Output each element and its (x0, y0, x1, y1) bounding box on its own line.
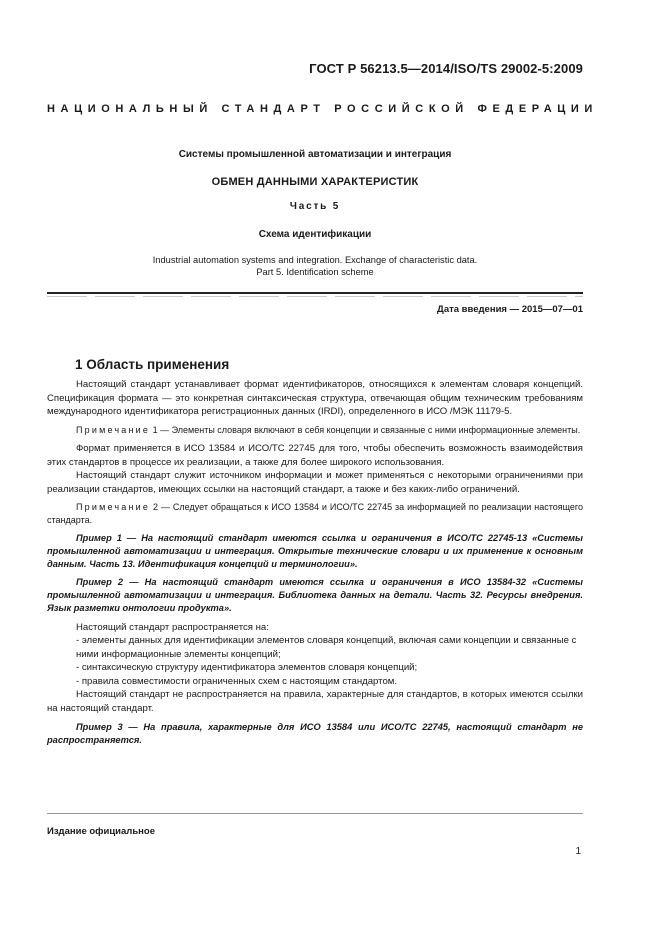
title-series: Системы промышленной автоматизации и интеграция (178, 149, 452, 160)
example-3: Пример 3 — На правила, характерные для ИСО 13584 или ИСО/ТС 22745, настоящий стандарт не распространяется. (47, 722, 583, 746)
section-heading: 1 Область применения (75, 357, 230, 372)
english-title-line2: Part 5. Identification scheme (256, 267, 374, 277)
note-1 (47, 424, 583, 437)
standard-code: ГОСТ Р 56213.5—2014/ISO/TS 29002-5:2009 (309, 61, 583, 76)
title-part: Часть 5 (289, 201, 341, 212)
edition-label: Издание официальное (47, 826, 155, 837)
english-title (47, 254, 583, 278)
title-rule-shadow (47, 296, 583, 297)
paragraph-2: Формат применяется в ИСО 13584 и ИСО/ТС 22745 для того, чтобы обеспечить возможность взаимодействия этих стандартов в процессе их реализации, а также для более широкого использования. (47, 443, 583, 468)
example-2: Пример 2 — На настоящий стандарт имеются ссылка и ограничения в ИСО 13584-32 «Системы промышленной автоматизации и интеграция. Библиотека данных на детали. Часть 32. Ресурсы внедрения. Язык разметки онтологии продукта». (47, 577, 583, 613)
note-2 (47, 501, 583, 526)
list-item: - правила совместимости ограниченных схем с настоящим стандартом. (76, 675, 398, 687)
list-item: - синтаксическую структуру идентификатора элементов словаря концепций; (76, 662, 418, 674)
example-1: Пример 1 — На настоящий стандарт имеются ссылка и ограничения в ИСО/ТС 22745-13 «Системы промышленной автоматизации и интеграция. Открытые технические словари и их применение к основным данным. Часть 13. Идентификация концепций и терминологии». (47, 533, 583, 569)
paragraph-3: Настоящий стандарт служит источником информации и может применяться с некоторыми ограничениями при реализации стандартов, имеющих ссылки на настоящий стандарт, а также и без каких-либо ограничений. (47, 470, 583, 495)
note-label: Примечание (76, 502, 151, 513)
title-main: ОБМЕН ДАННЫМИ ХАРАКТЕРИСТИК (211, 176, 419, 188)
list-item: - элементы данных для идентификации элементов словаря концепций, включая сами концепции и связанные с ними информационные элементы концепций; (76, 635, 577, 660)
paragraph-1: Настоящий стандарт устанавливает формат идентификаторов, относящихся к элементам словаря концепций. Спецификация формата — это конкретная синтаксическая структура, отвечающая общим техническим требованиям международного идентификатора регистрационных данных (IRDI), определенного в ИСО /МЭК 11179-5. (47, 379, 583, 418)
note-text: 1 — Элементы словаря включают в себя концепции и связанные с ними информационные элементы. (150, 424, 581, 435)
effective-date: Дата введения — 2015—07—01 (437, 304, 583, 315)
title-rule (47, 292, 583, 294)
title-subtitle: Схема идентификации (258, 229, 372, 240)
national-standard-banner: НАЦИОНАЛЬНЫЙ СТАНДАРТ РОССИЙСКОЙ ФЕДЕРАЦИИ (47, 103, 598, 115)
paragraph-5: Настоящий стандарт не распространяется на правила, характерные для стандартов, в которых имеются ссылки на настоящий стандарт. (47, 689, 583, 714)
note-text: 2 — Следует обращаться к ИСО 13584 и ИСО/ТС 22745 за информацией по реализации настоящего стандарта. (47, 502, 583, 525)
section-body (47, 378, 583, 753)
english-title-line1: Industrial automation systems and integration. Exchange of characteristic data. (152, 255, 478, 265)
note-label: Примечание (76, 424, 151, 435)
footer-rule (47, 813, 583, 814)
paragraph-4: Настоящий стандарт распространяется на: (76, 621, 269, 633)
page-number: 1 (575, 846, 581, 857)
